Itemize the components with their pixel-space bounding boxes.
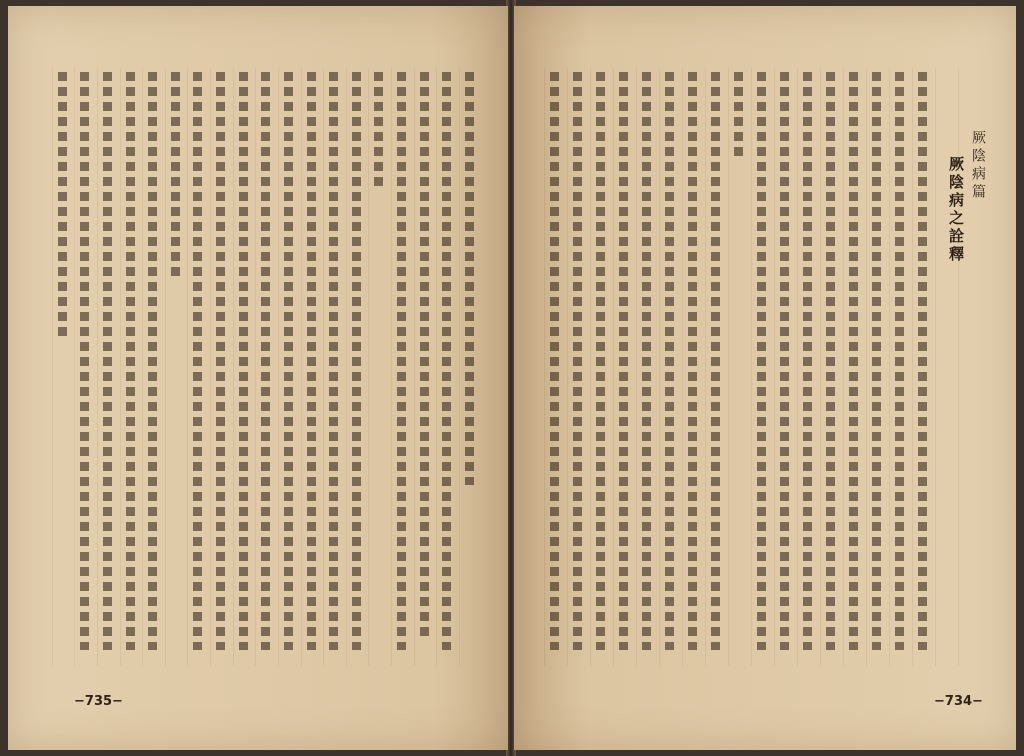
- text-column-ink: [642, 72, 651, 650]
- text-column-ink: [711, 72, 720, 650]
- text-column-ink: [216, 72, 225, 650]
- right-page: [514, 6, 1016, 750]
- text-column: [705, 68, 725, 666]
- left-text-block: [48, 68, 478, 666]
- text-column: [843, 68, 863, 666]
- text-column-ink: [596, 72, 605, 650]
- text-column: [323, 68, 342, 666]
- text-column: [255, 68, 274, 666]
- text-column-ink: [80, 72, 89, 650]
- left-page-number: −735−: [74, 694, 123, 709]
- text-column-ink: [374, 72, 383, 190]
- text-column-ink: [261, 72, 270, 650]
- text-column-ink: [918, 72, 927, 650]
- text-column: [120, 68, 139, 666]
- text-column: [544, 68, 564, 666]
- text-column-ink: [148, 72, 157, 650]
- text-column: [368, 68, 387, 666]
- text-column-ink: [103, 72, 112, 650]
- right-text-block: [540, 68, 978, 666]
- text-column: [866, 68, 886, 666]
- text-column-ink: [329, 72, 338, 650]
- text-column: [142, 68, 161, 666]
- text-column: [97, 68, 116, 666]
- text-column-ink: [895, 72, 904, 650]
- text-column-ink: [307, 72, 316, 650]
- text-column: [52, 68, 71, 666]
- text-column-ink: [550, 72, 559, 650]
- text-column: [278, 68, 297, 666]
- text-column-ink: [442, 72, 451, 650]
- text-column-ink: [803, 72, 812, 650]
- text-column: [567, 68, 587, 666]
- left-page: [8, 6, 508, 750]
- text-column: [590, 68, 610, 666]
- text-column: [436, 68, 455, 666]
- text-column: [210, 68, 229, 666]
- text-column-ink: [284, 72, 293, 650]
- text-column: [728, 68, 748, 666]
- text-column-ink: [352, 72, 361, 650]
- text-column: [659, 68, 679, 666]
- text-column-ink: [239, 72, 248, 650]
- text-column-ink: [688, 72, 697, 650]
- text-column-ink: [872, 72, 881, 650]
- text-column-ink: [849, 72, 858, 650]
- section-heading: 厥陰病之詮釋: [947, 156, 965, 264]
- running-head: 厥陰病篇: [970, 130, 986, 202]
- text-column-ink: [665, 72, 674, 650]
- text-column-ink: [573, 72, 582, 650]
- text-column: [912, 68, 932, 666]
- text-column: [613, 68, 633, 666]
- right-page-number: −734−: [934, 694, 983, 709]
- text-column-ink: [780, 72, 789, 650]
- text-column: [636, 68, 656, 666]
- text-column: [165, 68, 184, 666]
- text-column-ink: [734, 72, 743, 161]
- text-column: [889, 68, 909, 666]
- text-column-ink: [826, 72, 835, 650]
- text-column: [820, 68, 840, 666]
- text-column-ink: [193, 72, 202, 650]
- text-column: [682, 68, 702, 666]
- text-column: [751, 68, 771, 666]
- text-column: [346, 68, 365, 666]
- text-column: [459, 68, 478, 666]
- text-column-ink: [397, 72, 406, 650]
- text-column-ink: [58, 72, 67, 338]
- text-column: [414, 68, 433, 666]
- text-column: [74, 68, 93, 666]
- text-column: [797, 68, 817, 666]
- text-column-ink: [171, 72, 180, 279]
- text-column: [301, 68, 320, 666]
- text-column: [233, 68, 252, 666]
- text-column: [187, 68, 206, 666]
- text-column-ink: [619, 72, 628, 650]
- text-column: [774, 68, 794, 666]
- text-column-ink: [126, 72, 135, 650]
- text-column-ink: [757, 72, 766, 650]
- text-column: [391, 68, 410, 666]
- text-column-ink: [420, 72, 429, 638]
- text-column-ink: [465, 72, 474, 485]
